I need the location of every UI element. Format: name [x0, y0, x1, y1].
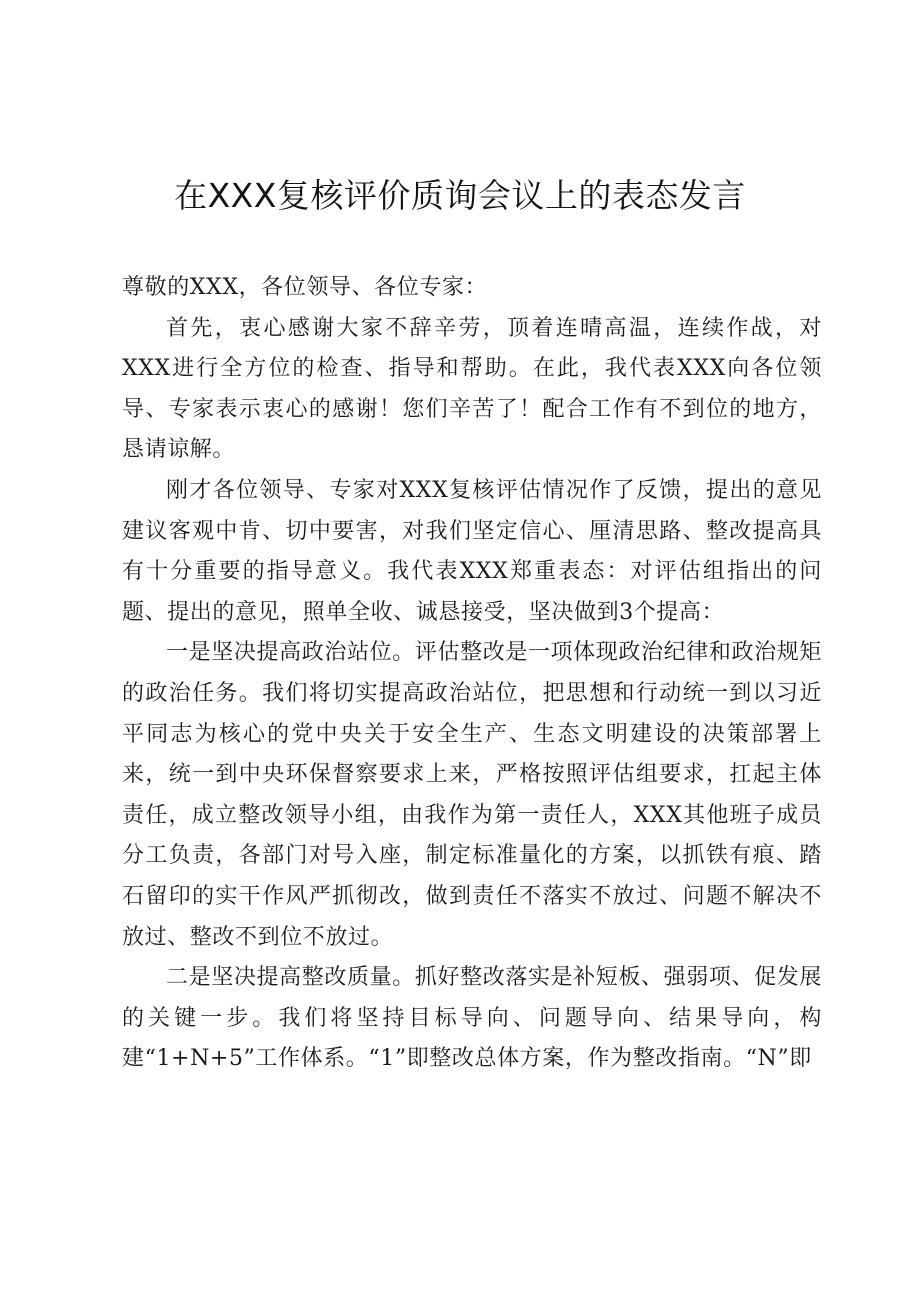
document-title: 在XXX复核评价质询会议上的表态发言 [174, 176, 746, 215]
salutation: 尊敬的XXX，各位领导、各位专家： [122, 275, 488, 300]
paragraph-rectification-quality: 二是坚决提高整改质量。抓好整改落实是补短板、强弱项、促发展的关键一步。我们将坚持目标导向、问题导向、结果导向，构建“1+N+5”工作体系。“1”即整改总体方案，作为整改指南。“N”即 [122, 965, 822, 1072]
document-body [122, 268, 822, 1080]
paragraph-political-stance: 一是坚决提高政治站位。评估整改是一项体现政治纪律和政治规矩的政治任务。我们将切实提高政治站位，把思想和行动统一到以习近平同志为核心的党中央关于安全生产、生态文明建设的决策部署上来，统一到中央环保督察要求上来，严格按照评估组要求，扛起主体责任，成立整改领导小组，由我作为第一责任人，XXX其他班子成员分工负责，各部门对号入座，制定标准量化的方案，以抓铁有痕、踏石留印的实干作风严抓彻改，做到责任不落实不放过、问题不解决不放过、整改不到位不放过。 [122, 640, 822, 950]
paragraph-feedback: 刚才各位领导、专家对XXX复核评估情况作了反馈，提出的意见建议客观中肯、切中要害，对我们坚定信心、厘清思路、整改提高具有十分重要的指导意义。我代表XXX郑重表态：对评估组指出的问题、提出的意见，照单全收、诚恳接受，坚决做到3个提高： [122, 477, 822, 625]
paragraph-thanks: 首先，衷心感谢大家不辞辛劳，顶着连晴高温，连续作战，对XXX进行全方位的检查、指导和帮助。在此，我代表XXX向各位领导、专家表示衷心的感谢！您们辛苦了！配合工作有不到位的地方，恳请谅解。 [122, 315, 822, 463]
